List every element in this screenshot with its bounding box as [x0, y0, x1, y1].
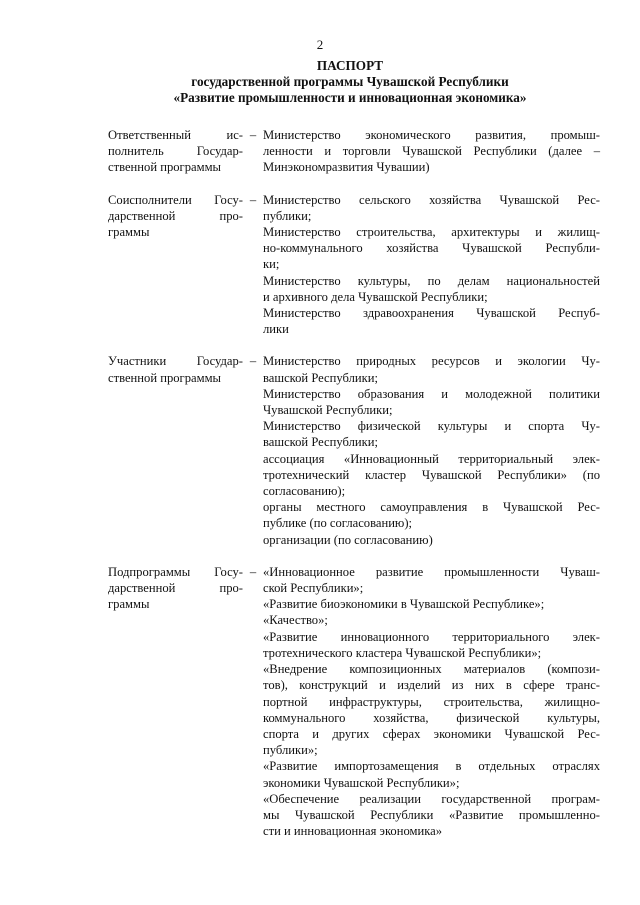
value-item [263, 451, 600, 500]
label-line: граммы [108, 225, 150, 240]
value-line: Министерство строительства, архитектуры и жилищ- [263, 225, 600, 240]
passport-row-label [108, 353, 243, 385]
value-item [263, 273, 600, 305]
value-item [263, 353, 600, 385]
value-item [263, 305, 600, 337]
value-line: лики [263, 322, 289, 337]
value-line: Министерство здравоохранения Чувашской Респуб- [263, 306, 600, 321]
value-line: «Инновационное развитие промышленности Чуваш- [263, 564, 600, 579]
value-line: тов), конструкций и изделий из них в сфере транс- [263, 678, 600, 693]
passport-subtitle-line-2: «Развитие промышленности и инновационная экономика» [173, 90, 527, 105]
passport-header [60, 58, 640, 106]
passport-row-value [263, 564, 600, 839]
value-line: и архивного дела Чувашской Республики; [263, 289, 488, 304]
value-item [263, 564, 600, 596]
value-line: тротехнического кластера Чувашской Республики»; [263, 645, 542, 660]
value-item [263, 661, 600, 758]
value-line: Минэкономразвития Чувашии) [263, 160, 430, 175]
value-line: «Обеспечение реализации государственной програм- [263, 791, 600, 806]
value-item [263, 596, 600, 612]
value-line: «Развитие биоэкономики в Чувашской Республике»; [263, 597, 545, 612]
passport-row-value [263, 127, 600, 176]
value-item [263, 127, 600, 176]
value-item [263, 629, 600, 661]
label-line: дарственной про- [108, 208, 243, 223]
label-line: полнитель Государ- [108, 144, 243, 159]
passport-row-value [263, 192, 600, 338]
row-dash: – [249, 192, 257, 207]
value-line: Министерство природных ресурсов и экологии Чу- [263, 354, 600, 369]
value-line: ассоциация «Инновационный территориальный элек- [263, 451, 600, 466]
value-line: мы Чувашской Республики «Развитие промышленно- [263, 807, 600, 822]
value-line: тротехнический кластер Чувашской Республики» (по [263, 467, 600, 482]
passport-row-label [108, 564, 243, 613]
value-line: ской Республики»; [263, 581, 364, 596]
value-line: «Качество»; [263, 613, 328, 628]
passport-row [108, 127, 600, 176]
value-item [263, 224, 600, 273]
value-line: органы местного самоуправления в Чувашской Рес- [263, 500, 600, 515]
row-dash: – [249, 354, 257, 369]
value-line: публики; [263, 208, 312, 223]
passport-subtitle-line-1: государственной программы Чувашской Республики [191, 74, 509, 89]
label-line: Подпрограммы Госу- [108, 564, 243, 579]
value-line: Министерство образования и молодежной политики [263, 386, 600, 401]
label-line: граммы [108, 597, 150, 612]
row-dash: – [249, 564, 257, 579]
value-line: публике (по согласованию); [263, 516, 413, 531]
value-item [263, 758, 600, 790]
value-line: Чувашской Республики; [263, 403, 393, 418]
value-line: Министерство культуры, по делам национальностей [263, 273, 600, 288]
passport-row-value [263, 353, 600, 547]
value-line: экономики Чувашской Республики»; [263, 775, 460, 790]
value-item [263, 499, 600, 531]
value-line: сти и инновационная экономика» [263, 824, 443, 839]
value-line: ленности и торговли Чувашской Республики (далее – [263, 144, 600, 159]
value-line: организации (по согласованию) [263, 532, 433, 547]
value-item [263, 612, 600, 628]
value-item [263, 386, 600, 418]
passport-row-label [108, 127, 243, 176]
value-line: вашской Республики; [263, 435, 378, 450]
passport-row [108, 192, 600, 338]
value-item [263, 791, 600, 840]
passport-row [108, 564, 600, 839]
value-item [263, 418, 600, 450]
value-line: «Внедрение композиционных материалов (компози- [263, 662, 600, 677]
value-line: Министерство экономического развития, промыш- [263, 128, 600, 142]
page-number: 2 [316, 37, 324, 52]
label-line: дарственной про- [108, 581, 243, 596]
value-item [263, 532, 600, 548]
value-line: ки; [263, 257, 280, 272]
value-line: портной инфраструктуры, строительства, жилищно- [263, 694, 600, 709]
value-line: Министерство сельского хозяйства Чувашской Рес- [263, 192, 600, 207]
label-line: Ответственный ис- [108, 128, 243, 142]
passport-row-label [108, 192, 243, 241]
passport-title: ПАСПОРТ [316, 58, 384, 73]
row-dash: – [249, 128, 257, 142]
value-line: спорта и других сферах экономики Чувашской Рес- [263, 726, 600, 741]
value-line: «Развитие импортозамещения в отдельных отраслях [263, 759, 600, 774]
label-line: Участники Государ- [108, 354, 243, 369]
value-line: вашской Республики; [263, 370, 378, 385]
value-item [263, 192, 600, 224]
value-line: согласованию); [263, 484, 346, 499]
label-line: Соисполнители Госу- [108, 192, 243, 207]
label-line: ственной программы [108, 160, 222, 175]
value-line: но-коммунального хозяйства Чувашской Республи- [263, 241, 600, 256]
value-line: Министерство физической культуры и спорта Чу- [263, 419, 600, 434]
label-line: ственной программы [108, 370, 222, 385]
passport-table [108, 127, 600, 839]
value-line: «Развитие инновационного территориального элек- [263, 629, 600, 644]
passport-row [108, 353, 600, 547]
value-line: публики»; [263, 743, 318, 758]
value-line: коммунального хозяйства, физической культуры, [263, 710, 600, 725]
